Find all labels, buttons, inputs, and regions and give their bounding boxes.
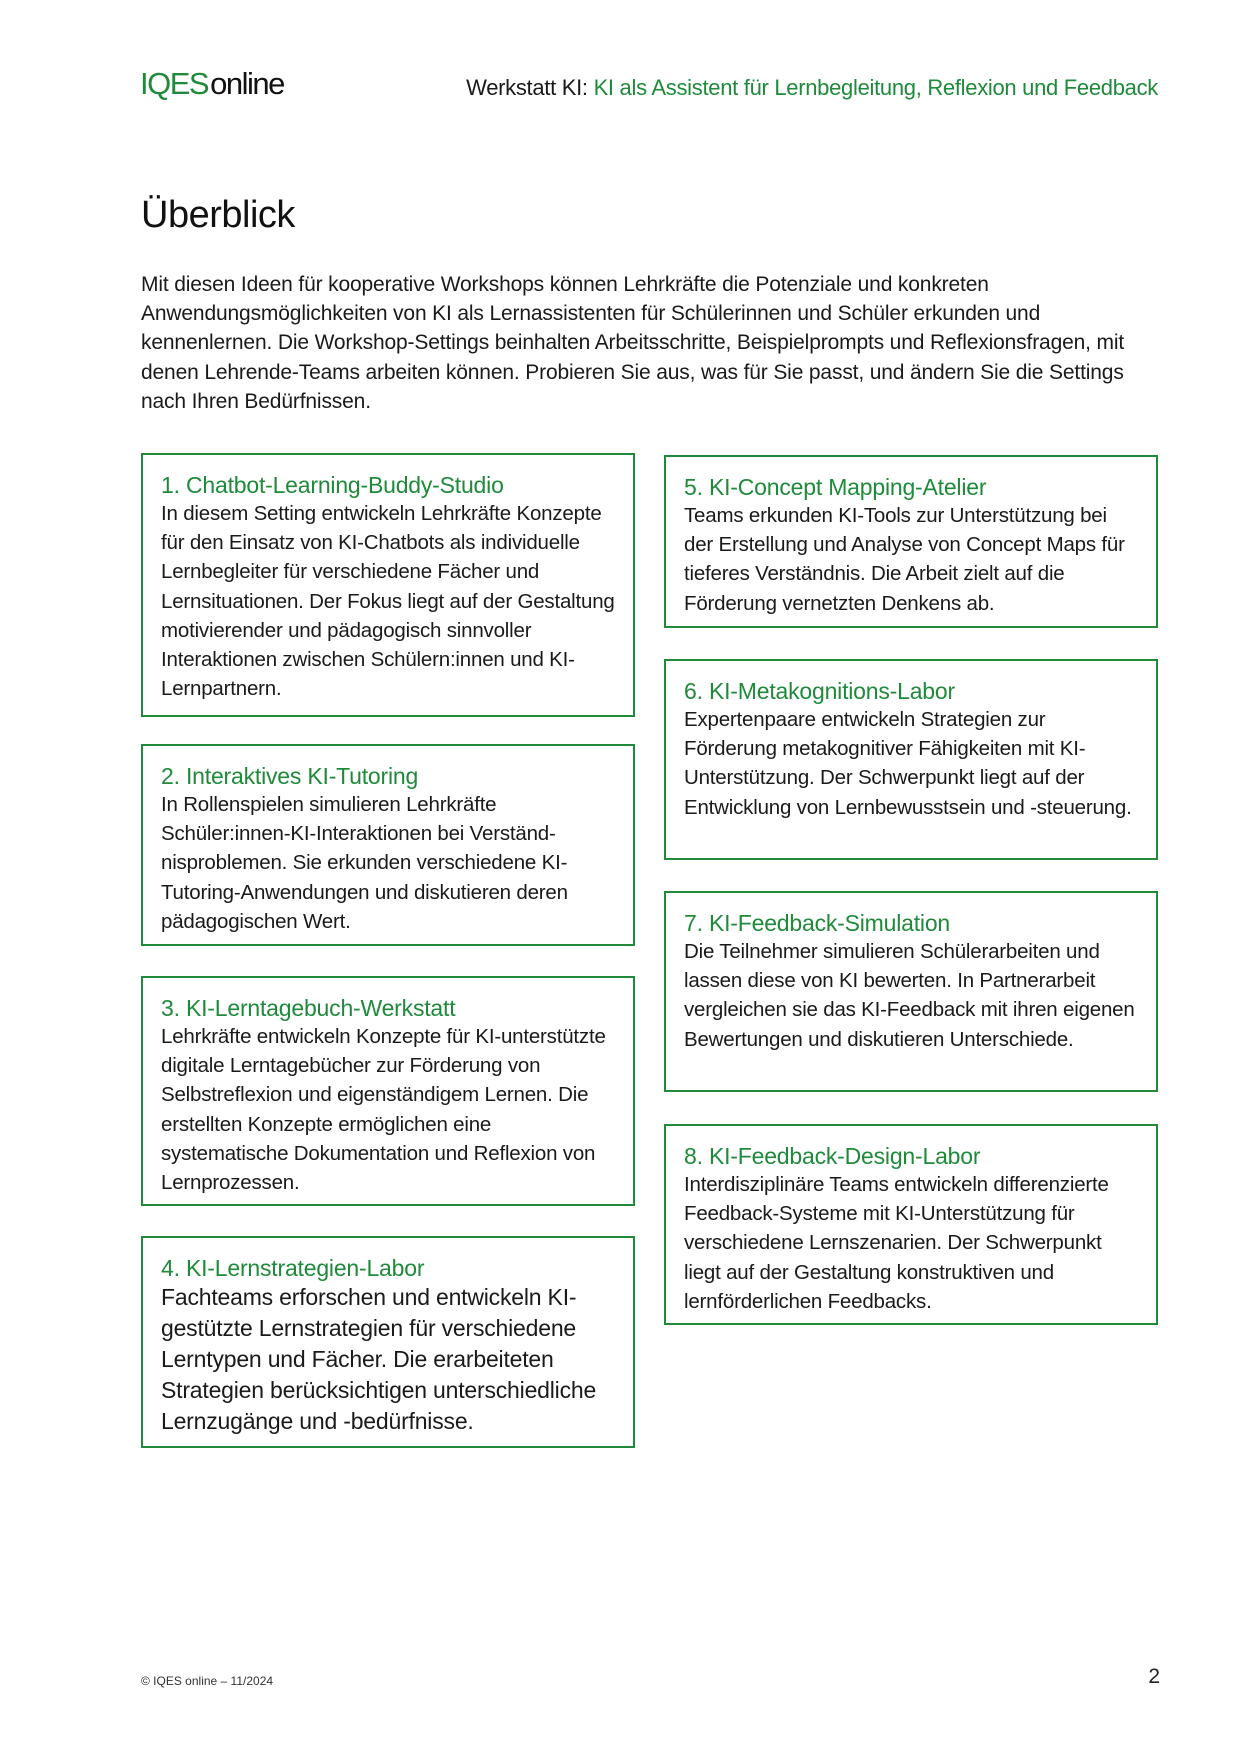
card-body: Fachteams erforschen und entwickeln KI-gestützte Lernstrategien für verschiedene Lerntypen und Fächer. Die erarbeiteten Strategien berücksichtigen unterschiedliche Lernzugänge und -bedürfnisse. (161, 1284, 597, 1434)
card-title: 5. KI-Concept Mapping-Atelier (684, 474, 987, 500)
card-title: 1. Chatbot-Learning-Buddy-Studio (161, 472, 504, 498)
workshop-card-1 (141, 453, 635, 717)
workshop-card-2 (141, 744, 635, 946)
intro-paragraph: Mit diesen Ideen für kooperative Workshops können Lehrkräfte die Potenziale und konkreten Anwendungsmöglichkeiten von KI als Lernassistenten für Schülerinnen und Schüler erkunden und kennenlernen. Die Workshop-Settings beinhalten Arbeitsschritte, Beispielprompts und Reflexionsfragen, mit denen Lehrende-Teams arbeiten können. Probieren Sie aus, was für Sie passt, und ändern Sie die Settings nach Ihren Bedürfnissen. (141, 273, 1125, 413)
card-title: 6. KI-Metakognitions-Labor (684, 678, 955, 704)
logo-suffix: online (210, 66, 284, 101)
page-number: 2 (1148, 1665, 1160, 1688)
running-head-prefix: Werkstatt KI: (466, 75, 594, 100)
card-title: 2. Interaktives KI-Tutoring (161, 763, 419, 789)
running-head-subtitle: KI als Assistent für Lernbegleitung, Reflexion und Feedback (593, 75, 1158, 100)
card-title: 4. KI-Lernstrategien-Labor (161, 1255, 425, 1281)
workshop-card-8 (664, 1124, 1158, 1325)
card-title: 8. KI-Feedback-Design-Labor (684, 1143, 981, 1169)
card-body: In Rollenspielen simulieren Lehrkräfte Schüler:innen-KI-Interaktionen bei Verständnisproblemen. Sie erkunden verschiedene KI-Tutoring-Anwendungen und diskutieren deren pädagogischen Wert. (161, 793, 568, 933)
footer-copyright: © IQES online – 11/2024 (141, 1674, 274, 1688)
card-body: Interdisziplinäre Teams entwickeln differenzierte Feedback-Systeme mit KI-Unterstützung für verschiedene Lernszenarien. Der Schwerpunkt liegt auf der Gestaltung konstruktiven und lernförderlichen Feedbacks. (684, 1173, 1109, 1313)
workshop-card-5 (664, 455, 1158, 628)
workshop-card-7 (664, 891, 1158, 1092)
running-head (466, 77, 1158, 99)
card-title: 3. KI-Lerntagebuch-Werkstatt (161, 995, 456, 1021)
page-title: Überblick (141, 194, 295, 236)
workshop-card-6 (664, 659, 1158, 860)
card-body: Teams erkunden KI-Tools zur Unterstützung bei der Erstellung und Analyse von Concept Maps für tieferes Verständnis. Die Arbeit zielt auf die Förderung vernetzten Denkens ab. (684, 504, 1125, 615)
card-body: In diesem Setting entwickeln Lehrkräfte Konzepte für den Einsatz von KI-Chatbots als individuelle Lernbegleiter für verschiedene Fächer und Lernsituationen. Der Fokus liegt auf der Gestaltung motivierender und pädagogisch sinnvoller Interaktionen zwischen Schülern:innen und KI-Lernpartnern. (161, 502, 615, 701)
card-body: Lehrkräfte entwickeln Konzepte für KI-unterstützte digitale Lerntagebücher zur Förderung von Selbstreflexion und eigenständigem Lernen. Die erstellten Konzepte ermöglichen eine systematische Dokumentation und Reflexion von Lernprozessen. (161, 1025, 606, 1195)
card-body: Expertenpaare entwickeln Strategien zur Förderung metakognitiver Fähigkeiten mit KI-Unterstützung. Der Schwerpunkt liegt auf der Entwicklung von Lernbewusstsein und -steuerung. (684, 708, 1132, 819)
logo (140, 68, 284, 99)
card-title: 7. KI-Feedback-Simulation (684, 910, 951, 936)
workshop-card-4 (141, 1236, 635, 1448)
workshop-card-3 (141, 976, 635, 1206)
logo-brand: IQES (140, 66, 209, 101)
card-body: Die Teilnehmer simulieren Schülerarbeiten und lassen diese von KI bewerten. In Partnerarbeit vergleichen sie das KI-Feedback mit ihren eigenen Bewertungen und diskutieren Unterschiede. (684, 940, 1135, 1051)
